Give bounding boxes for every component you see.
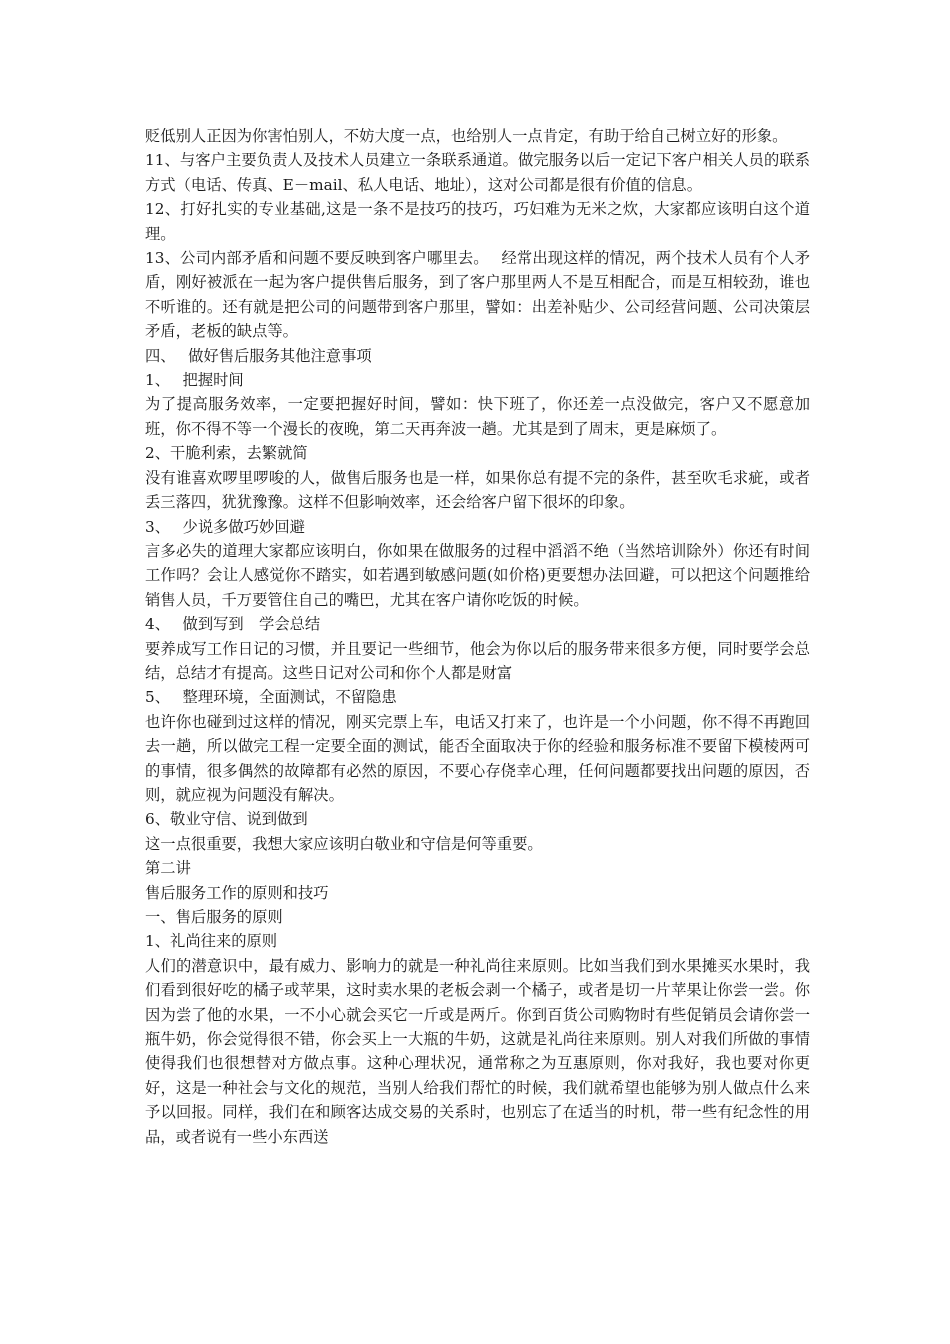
paragraph: 这一点很重要，我想大家应该明白敬业和守信是何等重要。 — [145, 834, 543, 853]
item-heading: 5、 整理环境，全面测试，不留隐患 — [145, 688, 397, 707]
paragraph: 言多必失的道理大家都应该明白，你如果在做服务的过程中滔滔不绝（当然培训除外）你还有时间工作吗？会让人感觉你不踏实，如若遇到敏感问题(如价格)更要想办法回避，可以把这个问题推给销售人员，千万要管住自己的嘴巴，尤其在客户请你吃饭的时候。 — [145, 541, 810, 609]
item-heading: 2、干脆利索，去繁就简 — [145, 444, 308, 463]
paragraph: 11、与客户主要负责人及技术人员建立一条联系通道。做完服务以后一定记下客户相关人员的联系方式（电话、传真、E－mail、私人电话、地址），这对公司都是很有价值的信息。 — [145, 151, 810, 194]
paragraph: 人们的潜意识中，最有威力、影响力的就是一种礼尚往来原则。比如当我们到水果摊买水果时，我们看到很好吃的橘子或苹果，这时卖水果的老板会剥一个橘子，或者是切一片苹果让你尝一尝。你因为尝了他的水果，一不小心就会买它一斤或是两斤。你到百货公司购物时有些促销员会请你尝一瓶牛奶，你会觉得很不错，你会买上一大瓶的牛奶，这就是礼尚往来原则。别人对我们所做的事情使得我们也很想替对方做点事。这种心理状况，通常称之为互惠原则，你对我好，我也要对你更好，这是一种社会与文化的规范，当别人给我们帮忙的时候，我们就希望也能够为别人做点什么来予以回报。同样，我们在和顾客达成交易的关系时，也别忘了在适当的时机，带一些有纪念性的用品，或者说有一些小东西送 — [145, 956, 810, 1146]
paragraph: 没有谁喜欢啰里啰唆的人，做售后服务也是一样，如果你总有提不完的条件，甚至吹毛求疵，或者丢三落四，犹犹豫豫。这样不但影响效率，还会给客户留下很坏的印象。 — [145, 468, 810, 512]
paragraph: 也许你也碰到过这样的情况，刚买完票上车，电话又打来了，也许是一个小问题，你不得不再跑回去一趟，所以做完工程一定要全面的测试，能否全面取决于你的经验和服务标准不要留下模棱两可的事情，很多偶然的故障都有必然的原因，不要心存侥幸心理，任何问题都要找出问题的原因，否则，就应视为问题没有解决。 — [145, 712, 810, 804]
paragraph: 贬低别人正因为你害怕别人，不妨大度一点，也给别人一点肯定，有助于给自己树立好的形象。 — [145, 127, 788, 145]
paragraph: 12、打好扎实的专业基础,这是一条不是技巧的技巧，巧妇难为无米之炊，大家都应该明白这个道理。 — [145, 200, 810, 243]
lecture-heading: 第二讲 — [145, 859, 191, 878]
section-heading: 四、 做好售后服务其他注意事项 — [145, 346, 372, 365]
item-heading: 1、 把握时间 — [145, 371, 244, 390]
document-body — [145, 124, 810, 1149]
item-heading: 3、 少说多做巧妙回避 — [145, 517, 305, 536]
paragraph: 要养成写工作日记的习惯，并且要记一些细节，他会为你以后的服务带来很多方便，同时要学会总结，总结才有提高。这些日记对公司和你个人都是财富 — [145, 639, 810, 682]
item-heading: 6、敬业守信、说到做到 — [145, 810, 308, 829]
item-heading: 4、 做到写到 学会总结 — [145, 615, 321, 634]
lecture-title: 售后服务工作的原则和技巧 — [145, 883, 329, 902]
paragraph: 为了提高服务效率，一定要把握好时间，譬如：快下班了，你还差一点没做完，客户又不愿意加班，你不得不等一个漫长的夜晚，第二天再奔波一趟。尤其是到了周末，更是麻烦了。 — [145, 395, 810, 438]
item-heading: 1、礼尚往来的原则 — [145, 932, 278, 951]
section-heading: 一、售后服务的原则 — [145, 908, 283, 926]
paragraph: 13、公司内部矛盾和问题不要反映到客户哪里去。 经常出现这样的情况，两个技术人员有个人矛盾，刚好被派在一起为客户提供售后服务，到了客户那里两人不是互相配合，而是互相较劲，谁也不听谁的。还有就是把公司的问题带到客户那里，譬如：出差补贴少、公司经营问题、公司决策层矛盾，老板的缺点等。 — [145, 249, 810, 341]
